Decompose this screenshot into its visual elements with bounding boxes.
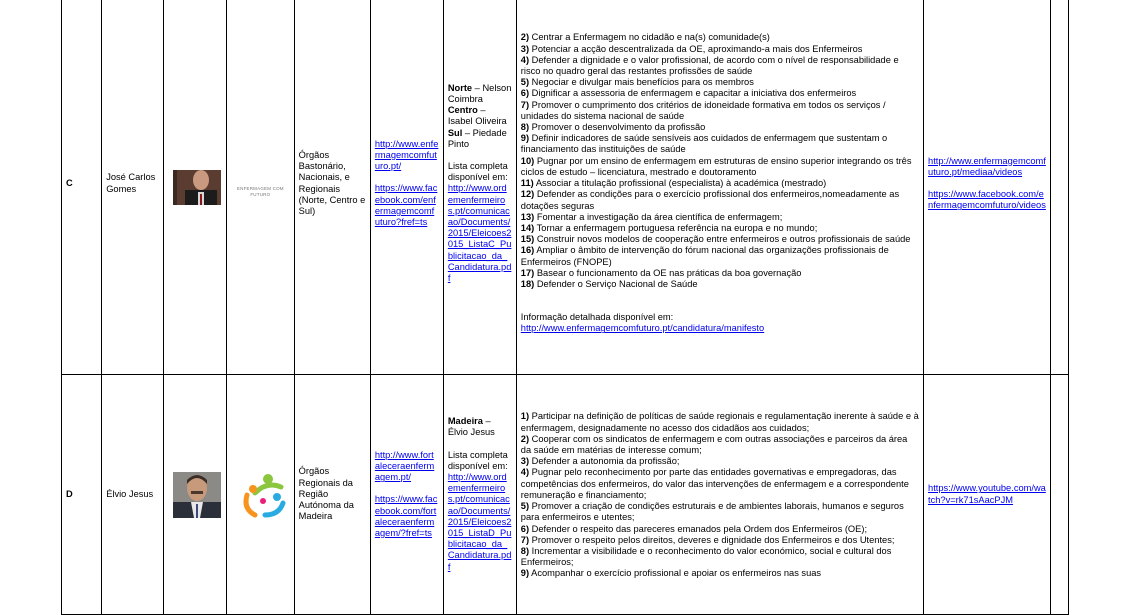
program-item: 12) Defender as condições para o exercício profissional dos enfermeiros,nomeadamente as dotações seguras	[520, 189, 900, 211]
video-cell	[924, 0, 1051, 375]
mandatario-madeira: Madeira – Élvio Jesus	[447, 416, 495, 438]
program-item: 3) Potenciar a acção descentralizada da OE, aproximando-a mais dos Enfermeiros	[520, 43, 863, 54]
program-item: 4) Pugnar pelo reconhecimento por parte das entidades governativas e empregadoras, das competências dos enfermeiros, do valor das intervenções de enfermagem e a correspondente remuneração e financiamento;	[520, 467, 909, 500]
website-cell	[370, 375, 443, 615]
candidate-photo-cell	[163, 0, 226, 375]
program-item: 3) Defender a autonomia da profissão;	[520, 456, 680, 467]
facebook-videos-link[interactable]: https://www.facebook.com/enfermagemcomfuturo/videos	[928, 189, 1046, 211]
candidate-logo-cell	[226, 375, 294, 615]
program-item: 18) Defender o Serviço Nacional de Saúde	[520, 278, 698, 289]
program-item: 16) Ampliar o âmbito de intervenção do fórum nacional das organizações profissionais de Enfermeiros (FNOPE)	[520, 245, 889, 267]
candidates-table	[61, 0, 1069, 615]
video-link[interactable]: http://www.enfermagemcomfuturo.pt/mediaa/videos	[928, 155, 1046, 177]
program-item: 5) Negociar e divulgar mais benefícios para os membros	[520, 77, 754, 88]
program-item: 15) Construir novos modelos de cooperação entre enfermeiros e outros profissionais de saúde	[520, 234, 911, 245]
candidate-logo-cell	[226, 0, 294, 375]
program-item: 1) Participar na definição de políticas de saúde regionais e regulamentação inerente à saúde e à enfermagem, designadamente no acesso dos cidadãos aos cuidados;	[520, 411, 919, 433]
orgaos-cell: Órgãos Regionais da Região Autónoma da Madeira	[294, 375, 370, 615]
program-item: 2) Cooperar com os sindicatos de enfermagem e com outras associações e parceiros da área da saúde em matérias de interesse comum;	[520, 433, 908, 456]
program-item: 6) Defender o respeito das pareceres emanados pela Ordem dos Enfermeiros (OE);	[520, 523, 868, 534]
mandatario-centro: Centro – Isabel Oliveira	[447, 105, 507, 127]
info-label: Informação detalhada disponível em:	[520, 312, 674, 323]
list-letter: D	[62, 375, 102, 615]
program-cell	[516, 0, 923, 375]
facebook-link[interactable]: https://www.facebook.com/fortaleceraenfermagem/?fref=ts	[374, 494, 438, 538]
fortalecer-logo	[235, 471, 294, 521]
program-item: 10) Pugnar por um ensino de enfermagem em estruturas de ensino superior integrando os três ciclos de estudo – licenciatura, mestrado e doutoramento	[520, 155, 912, 177]
program-item: 8) Incrementar a visibilidade e o reconhecimento do valor económico, social e cultural dos Enfermeiros;	[520, 545, 892, 568]
orgaos-cell: Órgãos Bastonário, Nacionais, e Regionais (Norte, Centro e Sul)	[294, 0, 370, 375]
video-cell	[924, 375, 1051, 615]
candidate-name: Élvio Jesus	[102, 375, 163, 615]
program-item: 14) Tornar a enfermagem portuguesa referência na europa e no mundo;	[520, 222, 818, 233]
lista-label: Lista completa disponível em:	[447, 449, 508, 471]
mandatario-sul: Sul – Piedade Pinto	[447, 127, 507, 149]
candidate-photo-cell	[163, 375, 226, 615]
program-item: 17) Basear o funcionamento da OE nas práticas da boa governação	[520, 267, 802, 278]
website-link[interactable]: http://www.fortaleceraenfermagem.pt/	[374, 449, 435, 483]
program-item: 13) Fomentar a investigação da área científica de enfermagem;	[520, 211, 783, 222]
empty-cell	[1050, 375, 1068, 615]
lista-label: Lista completa disponível em:	[447, 160, 508, 183]
program-item: 9) Definir indicadores de saúde sensíveis aos cuidados de enfermagem que sustentam o financiamento das instituições de saúde	[520, 133, 888, 155]
candidate-name: José Carlos Gomes	[102, 0, 163, 375]
program-list	[521, 32, 919, 290]
lista-completa-link[interactable]: http://www.ordemenfermeiros.pt/comunicacao/Documents/2015/Eleicoes2015_ListaC_Publicitacao_da_Candidatura.pdf	[447, 183, 512, 284]
program-item: 7) Promover o cumprimento dos critérios de idoneidade formativa em todos os serviços / unidades do sistema nacional de saúde	[520, 99, 886, 121]
website-cell	[370, 0, 443, 375]
lista-completa-link[interactable]: http://www.ordemenfermeiros.pt/comunicacao/Documents/2015/Eleicoes2015_ListaD_Publicitacao_da_Candidatura.pdf	[447, 471, 512, 572]
logo-caption: ENFERMAGEM COM FUTURO	[236, 185, 284, 197]
candidate-row-c	[62, 0, 1069, 375]
mandatarios-cell	[443, 0, 516, 375]
program-item: 9) Acompanhar o exercício profissional e apoiar os enfermeiros nas suas	[520, 568, 822, 579]
program-item: 2) Centrar a Enfermagem no cidadão e na(s) comunidade(s)	[520, 32, 770, 43]
facebook-link[interactable]: https://www.facebook.com/enfermagemcomfuturo?fref=ts	[374, 183, 438, 227]
mandatario-norte: Norte – Nelson Coimbra	[447, 82, 512, 104]
manifesto-link[interactable]: http://www.enfermagemcomfuturo.pt/candidatura/manifesto	[520, 323, 765, 334]
program-cell	[516, 375, 923, 615]
program-item: 8) Promover o desenvolvimento da profissão	[520, 122, 706, 133]
program-item: 5) Promover a criação de condições estruturais e de ambientes laborais, humanos e seguros para enfermeiros e utentes;	[520, 501, 904, 523]
program-item: 11) Associar a titulação profissional (especialista) à académica (mestrado)	[520, 178, 827, 189]
candidate-photo	[173, 472, 221, 518]
program-item: 6) Dignificar a assessoria de enfermagem e capacitar a iniciativa dos enfermeiros	[520, 88, 857, 99]
empty-cell	[1050, 0, 1068, 375]
youtube-link[interactable]: https://www.youtube.com/watch?v=rk71sAacPJM	[928, 483, 1046, 505]
website-link[interactable]: http://www.enfermagemcomfuturo.pt/	[374, 138, 439, 172]
candidate-row-d	[62, 375, 1069, 615]
mandatarios-cell	[443, 375, 516, 615]
candidate-photo	[173, 170, 221, 205]
program-item: 4) Defender a dignidade e o valor profissional, de acordo com o nível de responsabilidade e risco no quadro geral das restantes profissões de saúde	[520, 54, 899, 77]
program-item: 7) Promover o respeito pelos direitos, deveres e dignidade dos Enfermeiros e dos Utentes;	[520, 534, 895, 545]
program-list	[521, 411, 919, 579]
list-letter: C	[62, 0, 102, 375]
